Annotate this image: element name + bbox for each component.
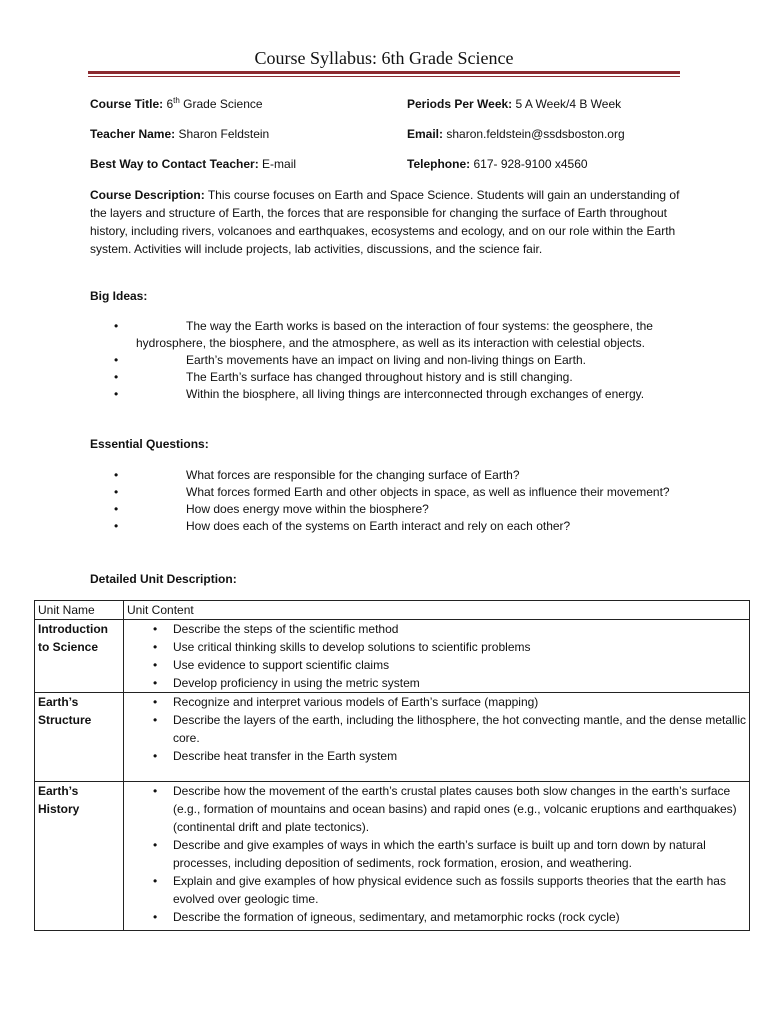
periods-value: 5 A Week/4 B Week: [515, 97, 622, 111]
list-item: • Develop proficiency in using the metric system: [153, 676, 420, 690]
telephone-value: 617- 928-9100 x4560: [473, 157, 588, 171]
list-item: • Earth’s movements have an impact on living and non-living things on Earth.: [114, 353, 587, 367]
table-header-row: [35, 601, 750, 620]
column-header-unit-name: Unit Name: [35, 601, 124, 620]
contact-value: E-mail: [262, 157, 297, 171]
list-item: • How does each of the systems on Earth interact and rely on each other?: [114, 519, 571, 533]
course-description: [90, 186, 682, 258]
list-item: • The Earth’s surface has changed throughout history and is still changing.: [114, 370, 573, 384]
email-label: Email:: [407, 127, 444, 141]
course-description-text: This course focuses on Earth and Space Science. Students will gain an understanding of the layers and structure of Earth, the forces that are responsible for changing the surface of Earth throughout history, including rivers, volcanoes and earthquakes, ecosystems and ecology, and on our role within the Earth system. Activities will include projects, lab activities, discussions, and the science fair.: [90, 188, 680, 256]
course-title-label: Course Title:: [90, 97, 164, 111]
unit-description-heading: Detailed Unit Description:: [90, 572, 237, 586]
telephone-label: Telephone:: [407, 157, 471, 171]
list-item: • Describe and give examples of ways in which the earth’s surface is built up and torn down by natural processes, including deposition of sediments, rock formation, erosion, and weathering.: [153, 838, 706, 870]
teacher-value: Sharon Feldstein: [178, 127, 270, 141]
title-rule-thick: [88, 71, 680, 74]
list-item: • Use evidence to support scientific claims: [153, 658, 390, 672]
list-item: • Explain and give examples of how physical evidence such as fossils supports theories that the earth has evolved over geologic time.: [153, 874, 726, 906]
list-item: • What forces are responsible for the changing surface of Earth?: [114, 468, 520, 482]
course-title-value: 6th Grade Science: [166, 96, 263, 111]
page-title: Course Syllabus: 6th Grade Science: [254, 48, 514, 68]
table-row: [35, 782, 750, 931]
table-row: [35, 693, 750, 782]
essential-questions-list: [90, 467, 682, 535]
list-item: • The way the Earth works is based on the interaction of four systems: the geosphere, the hydrosphere, the biosphere, and the atmosphere, as well as its interaction with celestial objects.: [114, 319, 653, 350]
list-item: • Describe how the movement of the earth’s crustal plates causes both slow changes in the earth’s surface (e.g., formation of mountains and ocean basins) and rapid ones (e.g., volcanic eruptions and earthquakes) (continental drift and plate tectonics).: [153, 784, 737, 834]
list-item: • Describe heat transfer in the Earth system: [153, 749, 398, 763]
teacher-field: [90, 127, 269, 141]
unit-content: [124, 620, 750, 693]
course-description-label: Course Description:: [90, 188, 205, 202]
contact-label: Best Way to Contact Teacher:: [90, 157, 259, 171]
contact-field: [90, 157, 296, 171]
unit-name: Introduction to Science: [35, 620, 124, 693]
list-item: • Describe the layers of the earth, including the lithosphere, the hot convecting mantle, and the dense metallic core.: [153, 713, 747, 745]
essential-questions-heading: Essential Questions:: [90, 437, 209, 451]
periods-field: [407, 97, 621, 111]
big-ideas-list: [90, 318, 682, 403]
unit-content: [124, 782, 750, 931]
list-item: • Describe the formation of igneous, sedimentary, and metamorphic rocks (rock cycle): [153, 910, 620, 924]
list-item: • Within the biosphere, all living things are interconnected through exchanges of energy.: [114, 387, 645, 401]
column-header-unit-content: Unit Content: [124, 601, 750, 620]
list-item: • How does energy move within the biosphere?: [114, 502, 429, 516]
unit-table: [34, 600, 750, 931]
list-item: • Describe the steps of the scientific method: [153, 622, 399, 636]
email-value[interactable]: sharon.feldstein@ssdsboston.org: [446, 127, 625, 141]
periods-label: Periods Per Week:: [407, 97, 513, 111]
title-rule-thin: [88, 76, 680, 77]
list-item: • Recognize and interpret various models of Earth’s surface (mapping): [153, 695, 539, 709]
unit-name: Earth’s History: [35, 782, 124, 931]
unit-name: Earth’s Structure: [35, 693, 124, 782]
telephone-field: [407, 157, 588, 171]
email-field: [407, 127, 625, 141]
big-ideas-heading: Big Ideas:: [90, 289, 148, 303]
list-item: • What forces formed Earth and other objects in space, as well as influence their movement?: [114, 485, 670, 499]
course-title-field: [90, 97, 263, 111]
unit-content: [124, 693, 750, 782]
teacher-label: Teacher Name:: [90, 127, 176, 141]
list-item: • Use critical thinking skills to develop solutions to scientific problems: [153, 640, 531, 654]
table-row: [35, 620, 750, 693]
